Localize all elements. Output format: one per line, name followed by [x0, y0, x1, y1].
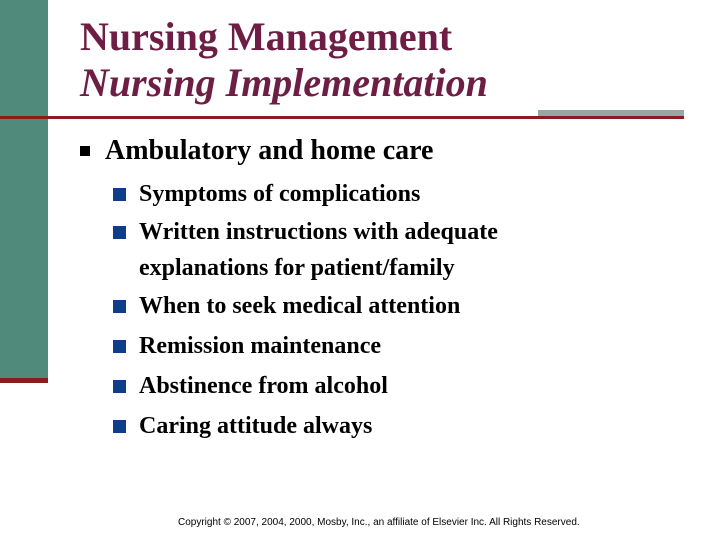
sub-bullet-list [113, 174, 559, 446]
list-item [113, 366, 559, 406]
slide-title [80, 14, 488, 106]
square-bullet-icon [113, 300, 126, 313]
copyright-footer: Copyright © 2007, 2004, 2000, Mosby, Inc., an affiliate of Elsevier Inc. All Rights Reserved. [178, 517, 580, 528]
main-bullet [80, 135, 433, 167]
square-bullet-icon [113, 420, 126, 433]
square-bullet-icon [113, 226, 126, 239]
title-rule [0, 116, 684, 119]
list-item [113, 174, 559, 214]
title-line-2: Nursing Implementation [80, 60, 488, 105]
square-bullet-icon [80, 146, 90, 156]
title-line-1: Nursing Management [80, 14, 453, 59]
main-bullet-text: Ambulatory and home care [105, 135, 434, 166]
list-item [113, 406, 559, 446]
side-decor-bar [0, 0, 48, 383]
list-item [113, 326, 559, 366]
sub-bullet-text: Abstinence from alcohol [139, 373, 388, 399]
sub-bullet-text: When to seek medical attention [139, 293, 461, 319]
sub-bullet-text: Remission maintenance [139, 333, 381, 359]
square-bullet-icon [113, 380, 126, 393]
sub-bullet-text: Symptoms of complications [139, 181, 421, 207]
list-item [113, 214, 559, 286]
side-decor-accent [0, 378, 48, 383]
square-bullet-icon [113, 340, 126, 353]
square-bullet-icon [113, 188, 126, 201]
list-item [113, 286, 559, 326]
sub-bullet-text: Written instructions with adequate explanations for patient/family [139, 219, 498, 281]
sub-bullet-text: Caring attitude always [139, 413, 373, 439]
